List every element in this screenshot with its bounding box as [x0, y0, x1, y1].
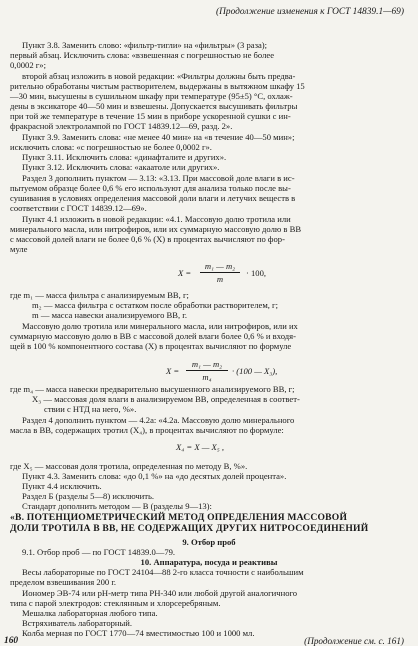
text-line: 0,0002 г»; [10, 60, 46, 70]
text-line: Пункт 4.4 исключить. [22, 481, 102, 491]
method-heading: «В. ПОТЕНЦИОМЕТРИЧЕСКИЙ МЕТОД ОПРЕДЕЛЕНИЯ МАССОВОЙ [10, 512, 348, 523]
formula-1-rhs [246, 268, 266, 278]
text-line: минерального масла, или нитрофиров, или их суммарную массовую долю в ВВ [10, 224, 302, 234]
fraction-bar [200, 272, 240, 273]
text-line: дены в эксикаторе 40—50 мин и взвешены. Допускается высушивать фильтры [10, 101, 298, 111]
text-line: сушивания в условиях определения массовой доли влаги и летучих веществ в [10, 193, 296, 203]
text-line: Стандарт дополнить методом — В (разделы 9—13): [22, 501, 212, 511]
text-line: где m₁ — масса фильтра с анализируемым ВВ, г; [10, 290, 189, 300]
numerator: m₁ — m₂ [204, 261, 236, 271]
text-line: пределом взвешивания 200 г. [10, 577, 117, 587]
denominator: m₄ [202, 372, 212, 383]
text-line: Раздел 4 дополнить пунктом — 4.2а: «4.2а. Массовую долю минерального [22, 415, 295, 425]
text-line: щей в 100 % компонентного состава (X) в процентах вычисляют по формуле [10, 341, 292, 351]
text-line: Пункт 3.12. Исключить слова: «акаатоле или других». [22, 162, 220, 172]
text-line: первый абзац. Исключить слова: «взвешенная с погрешностью не более [10, 50, 275, 60]
text-line: Пункт 4.1 изложить в новой редакции: «4.1. Массовую долю тротила или [22, 214, 291, 224]
text-line: Раздел 3 дополнить пунктом — 3.13: «3.13. При массовой доле влаги в ис- [22, 173, 295, 183]
text-line: где m₄ — масса навески предварительно высушенного анализируемого ВВ, г; [10, 384, 295, 394]
text-line: m — масса навески анализируемого ВВ, г. [32, 310, 187, 320]
text-line: 9.1. Отбор проб — по ГОСТ 14839.0—79. [22, 547, 176, 557]
continuation-footer: (Продолжение см. с. 161) [304, 636, 404, 646]
text-line: рительно обработаны чистым растворителем, выдержаны в вытяжном шкафу 15 [10, 81, 305, 91]
text-line: Пункт 3.8. Заменить слово: «фильтр-тигли» на «фильтры» (3 раза); [22, 40, 268, 50]
text-line: Иономер ЭВ-74 или pH-метр типа PH-340 или любой другой аналогичного [22, 588, 298, 598]
page-number: 160 [4, 636, 19, 646]
denominator: m [216, 274, 224, 285]
text-line: Пункт 4.3. Заменить слова: «до 0,1 %» на «до десятых долей процента». [22, 471, 287, 481]
method-heading: ДОЛИ ТРОТИЛА В ВВ, НЕ СОДЕРЖАЩИХ ДРУГИХ НИТРОСОЕДИНЕНИЙ [10, 523, 369, 534]
text-line: где X₅ — массовая доля тротила, определенная по методу В, %». [10, 461, 248, 471]
text-line: Мешалка лабораторная любого типа. [22, 608, 158, 618]
text-line: ствии с НТД на него, %». [44, 404, 137, 414]
text-line: Колба мерная по ГОСТ 1770—74 вместимостью 100 и 1000 мл. [22, 628, 255, 638]
text-line: второй абзац изложить в новой редакции: «Фильтры должны быть предва- [22, 71, 296, 81]
text-line: при той же температуре в течение 15 мин в приборе ускоренной сушки с ин- [10, 111, 291, 121]
formula-1-fraction [200, 261, 240, 284]
text-line: Весы лабораторные по ГОСТ 24104—88 2-го класса точности с наибольшим [22, 567, 304, 577]
text-line: Встряхиватель лабораторный. [22, 618, 133, 628]
section-title: 9. Отбор проб [182, 537, 236, 547]
numerator: m₁ — m₂ [191, 359, 223, 369]
text-line: соответствии с ГОСТ 14839.12—69». [10, 203, 147, 213]
text-line: с массовой долей влаги не более 0,6 % (X) в процентах вычисляют по фор- [10, 234, 285, 244]
section-title: 10. Аппаратура, посуда и реактивы [140, 557, 278, 567]
text-line: фракрасной электролампой по ГОСТ 14839.12—69, разд. 2». [10, 121, 233, 131]
text-line: Пункт 3.11. Исключить слова: «динафталите и других». [22, 152, 227, 162]
formula-3: X₄ = X — X₅ , [176, 442, 225, 452]
text-line: Пункт 3.9. Заменить слова: «не менее 40 мин» на «в течение 40—50 мин»; [22, 132, 295, 142]
text-line: суммарную массовую долю в ВВ с массовой долей влаги более 0,6 % и входя- [10, 331, 296, 341]
formula-lhs: X = [166, 366, 180, 376]
formula-2-fraction [186, 359, 228, 382]
formula-2-rhs [232, 366, 277, 376]
text-line: X₃ — массовая доля влаги в анализируемом ВВ, определенная в соответ- [32, 394, 300, 404]
formula-rhs: · (100 — X₃), [232, 366, 278, 376]
formula-lhs: X = [178, 268, 192, 278]
continuation-header: (Продолжение изменения к ГОСТ 14839.1—69) [216, 7, 404, 17]
text-line: типа с парой электродов: стеклянным и хлорсеребряным. [10, 598, 221, 608]
formula-2 [166, 366, 179, 376]
text-line: Массовую долю тротила или минерального масла, или нитрофиров, или их [22, 321, 298, 331]
text-line: Раздел Б (разделы 5—8) исключить. [22, 491, 155, 501]
text-line: —30 мин, высушены в сушильном шкафу при температуре (95±5) °С, охлаж- [10, 91, 293, 101]
text-line: пытуемом образце более 0,6 % его используют для анализа только после вы- [10, 183, 291, 193]
formula-rhs: · 100, [246, 268, 267, 278]
text-line: исключить слова: «с погрешностью не более 0,0002 г». [10, 142, 212, 152]
text-line: m₂ — масса фильтра с остатком после обработки растворителем, г; [32, 300, 278, 310]
text-line: масла в ВВ, содержащих тротил (X₄), в процентах вычисляют по формуле: [10, 425, 284, 435]
formula-1 [178, 268, 191, 278]
text-line: муле [10, 244, 28, 254]
fraction-bar [186, 370, 228, 371]
